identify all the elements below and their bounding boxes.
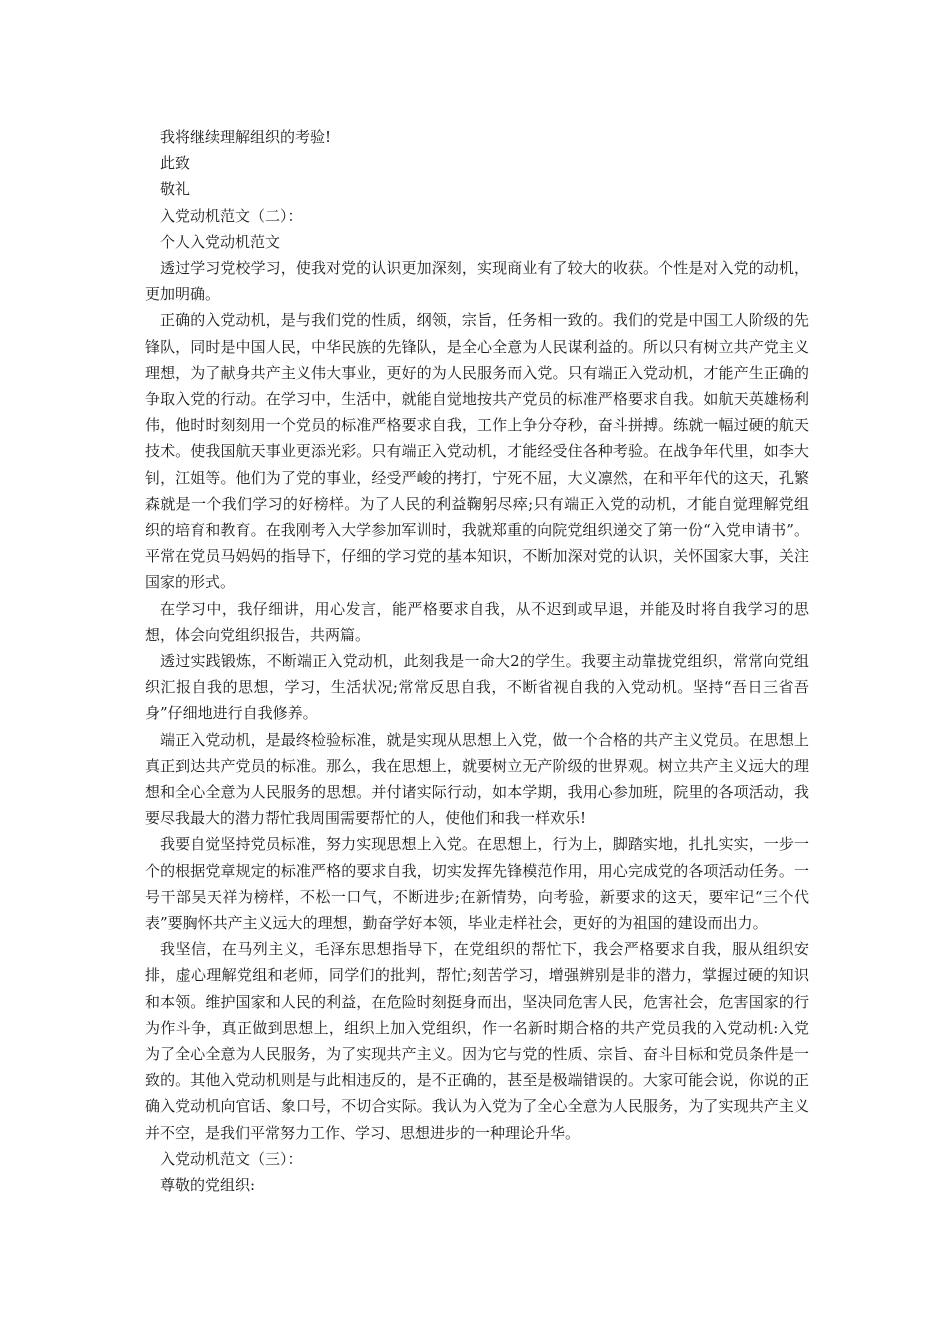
section-subheading: 个人入党动机范文 bbox=[160, 232, 281, 251]
document-body bbox=[145, 124, 809, 1198]
text-line: 此致 bbox=[160, 154, 191, 173]
paragraph: 正确的入党动机，是与我们党的性质，纲领，宗旨，任务相一致的。我们的党是中国工人阶级的先锋队，同时是中国人民，中华民族的先锋队，是全心全意为人民谋利益的。所以只有树立共产党主义理想，为了献身共产主义伟大事业，更好的为人民服务而入党。只有端正入党动机，才能产生正确的争取入党的行动。在学习中，生活中，就能自觉地按共产党员的标准严格要求自我。如航天英雄杨利伟，他时时刻刻用一个党员的标准严格要求自我，工作上争分夺秒，奋斗拼搏。练就一幅过硬的航天技术。使我国航天事业更添光彩。只有端正入党动机，才能经受住各种考验。在战争年代里，如李大钊，江姐等。他们为了党的事业，经受严峻的拷打，宁死不屈，大义凛然，在和平年代的这天，孔繁森就是一个我们学习的好榜样。为了人民的利益鞠躬尽瘁;只有端正入党的动机，才能自觉理解党组织的培育和教育。在我刚考入大学参加军训时，我就郑重的向院党组织递交了第一份“入党申请书”。平常在党员马妈妈的指导下，仔细的学习党的基本知识，不断加深对党的认识，关怀国家大事，关注国家的形式。 bbox=[145, 311, 809, 592]
text-line: 我将继续理解组织的考验! bbox=[160, 128, 332, 146]
section-heading: 入党动机范文（二）： bbox=[160, 206, 303, 225]
paragraph: 我坚信，在马列主义，毛泽东思想指导下，在党组织的帮忙下，我会严格要求自我，服从组织安排，虚心理解党组和老师，同学们的批判，帮忙;刻苦学习，增强辨别是非的潜力，掌握过硬的知识和本领。维护国家和人民的利益，在危险时刻挺身而出，坚决同危害人民，危害社会，危害国家的行为作斗争，真正做到思想上，组织上加入党组织，作一名新时期合格的共产党员我的入党动机:入党为了全心全意为人民服务，为了实现共产主义。因为它与党的性质、宗旨、奋斗目标和党员条件是一致的。其他入党动机则是与此相违反的，是不正确的，甚至是极端错误的。大家可能会说，你说的正确入党动机向官话、象口号，不切合实际。我认为入党为了全心全意为人民服务，为了实现共产主义并不空，是我们平常努力工作、学习、思想进步的一种理论升华。 bbox=[145, 940, 809, 1142]
section-heading: 入党动机范文（三）： bbox=[160, 1149, 303, 1168]
paragraph: 在学习中，我仔细讲，用心发言，能严格要求自我，从不迟到或早退，并能及时将自我学习的思想，体会向党组织报告，共两篇。 bbox=[145, 599, 809, 644]
paragraph: 我要自觉坚持党员标准，努力实现思想上入党。在思想上，行为上，脚踏实地，扎扎实实，一步一个的根据党章规定的标准严格的要求自我，切实发挥先锋模范作用，用心完成党的各项活动任务。一号干部吴天祥为榜样，不松一口气，不断进步;在新情势，向考验，新要求的这天，要牢记“三个代表”要胸怀共产主义远大的理想，勤奋学好本领，毕业走样社会，更好的为祖国的建设而出力。 bbox=[145, 835, 809, 933]
text-line: 敬礼 bbox=[160, 180, 191, 199]
paragraph: 透过实践锻炼，不断端正入党动机，此刻我是一命大2的学生。我要主动靠拢党组织，常常向党组织汇报自我的思想，学习，生活状况;常常反思自我，不断省视自我的入党动机。坚持“吾日三省吾身”仔细地进行自我修养。 bbox=[145, 651, 809, 723]
paragraph: 透过学习党校学习，使我对党的认识更加深刻，实现商业有了较大的收获。个性是对入党的动机，更加明确。 bbox=[145, 258, 809, 304]
salutation: 尊敬的党组织: bbox=[160, 1176, 256, 1195]
paragraph: 端正入党动机，是最终检验标准，就是实现从思想上入党，做一个合格的共产主义党员。在思想上真正到达共产党员的标准。那么，我在思想上，就要树立无产阶级的世界观。树立共产主义远大的理想和全心全意为人民服务的思想。并付诸实际行动，如本学期，我用心参加班，院里的各项活动，我要尽我最大的潜力帮忙我周围需要帮忙的人，使他们和我一样欢乐! bbox=[145, 730, 809, 828]
